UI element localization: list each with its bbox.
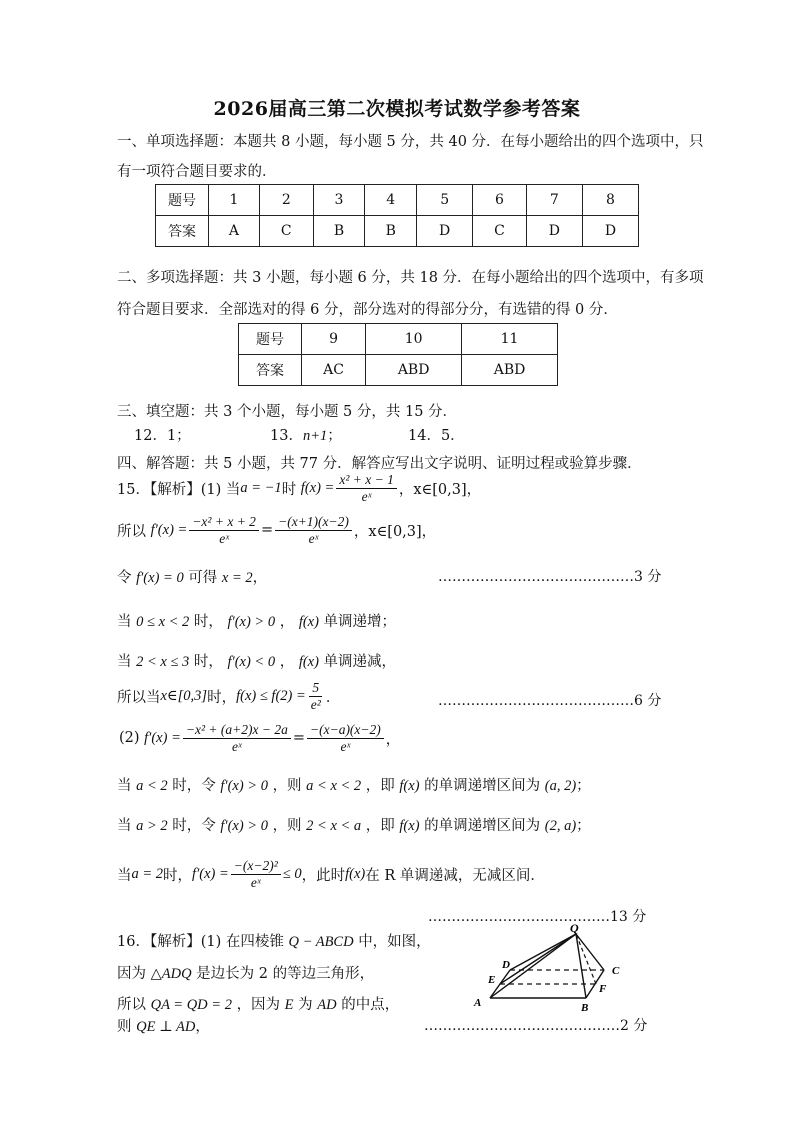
q15-f-label: f(x) = <box>300 479 335 496</box>
label-Q: Q <box>570 922 579 935</box>
answer-13-label: 13． <box>270 428 303 444</box>
table-cell: 1 <box>209 185 260 216</box>
table-row <box>239 355 558 386</box>
equals-sign: = <box>292 730 305 747</box>
table-answer-label: 答案 <box>239 355 302 386</box>
q16-line3 <box>117 993 399 1014</box>
text: ， <box>252 570 268 586</box>
q16-line1 <box>117 930 431 951</box>
fraction-numerator: −x² + x + 2 <box>189 514 259 531</box>
q15-line9 <box>117 814 591 835</box>
text: 可得 <box>188 570 218 586</box>
text: ，则 <box>272 818 302 834</box>
section1-answer-table <box>155 184 639 247</box>
table-cell: 3 <box>313 185 365 216</box>
table-cell: 8 <box>582 185 638 216</box>
page-title: 2026届高三第二次模拟考试数学参考答案 <box>213 98 581 120</box>
fraction-denominator: eˣ <box>361 488 372 504</box>
table-cell: B <box>313 216 365 247</box>
section2-intro-line1: 二、多项选择题：共 3 小题，每小题 6 分，共 18 分．在每小题给出的四个选项中，有多项 <box>117 270 704 286</box>
table-cell: A <box>209 216 260 247</box>
math: f(x) ≤ f(2) = <box>236 687 306 704</box>
math: a < x < 2 <box>306 778 362 794</box>
edge-QD <box>510 934 576 970</box>
score-13: …………………………………13 分 <box>428 909 647 925</box>
fraction-denominator: eˣ <box>340 738 351 754</box>
score-6: ……………………………………6 分 <box>438 693 662 709</box>
table-row <box>239 324 558 355</box>
math: f(x) <box>298 654 319 670</box>
table-cell: ABD <box>366 355 462 386</box>
answer-12: 12．1； <box>134 428 191 444</box>
label-A: A <box>474 997 482 1009</box>
q15-line10 <box>117 858 545 890</box>
table-row <box>156 216 639 247</box>
text: 16．【解析】(1) 在四棱锥 <box>117 934 284 950</box>
q15-f-fraction <box>336 472 397 504</box>
text: ， <box>195 1019 210 1035</box>
math: Q − ABCD <box>288 934 354 950</box>
math: a = 2 <box>131 865 164 882</box>
table-cell: D <box>417 216 473 247</box>
text: 因为 <box>117 966 146 982</box>
math: 2 < x ≤ 3 <box>136 654 190 670</box>
text: 时，令 <box>172 818 216 834</box>
math: x∈[0,3] <box>160 687 208 704</box>
math: f′(x) < 0 <box>227 654 276 670</box>
text: 所以 <box>117 997 146 1013</box>
fraction-numerator: x² + x − 1 <box>336 472 397 489</box>
text: ，则 <box>272 778 302 794</box>
text: ，即 <box>365 778 395 794</box>
q15-case3-fraction <box>231 858 281 890</box>
score-3: ……………………………………3 分 <box>438 569 662 585</box>
label-C: C <box>612 965 620 977</box>
text: 当 <box>117 654 132 670</box>
q15-domain-2: ，x∈[0,3]， <box>353 523 437 540</box>
fraction-denominator: eˣ <box>231 738 242 754</box>
label-B: B <box>581 1002 589 1014</box>
edge-QB <box>576 934 586 998</box>
table-cell: ABD <box>462 355 558 386</box>
section2-intro-line2: 符合题目要求．全部选对的得 6 分，部分选对的得部分分，有选错的得 0 分． <box>117 302 618 318</box>
text: ，此时 <box>301 867 346 884</box>
text: 单调递减， <box>323 654 397 670</box>
fraction-denominator: eˣ <box>308 530 319 546</box>
text: 令 <box>117 570 132 586</box>
math: f′(x) = <box>144 729 181 746</box>
text: 时， <box>163 867 193 884</box>
math: f′(x) > 0 <box>220 778 268 794</box>
text: 当 <box>117 778 132 794</box>
table-cell: D <box>582 216 638 247</box>
label-D: D <box>502 959 510 971</box>
q15-domain: ，x∈[0,3]， <box>398 481 482 498</box>
q15-derivative-fraction-1 <box>189 514 259 546</box>
math: f(x) <box>399 778 420 794</box>
q15-line4 <box>117 610 396 631</box>
table-cell: 7 <box>526 185 582 216</box>
text: ， <box>279 614 295 630</box>
text: 时， <box>207 689 237 706</box>
math: a < 2 <box>136 778 168 794</box>
math: x = 2 <box>221 570 253 586</box>
table-cell: C <box>259 216 313 247</box>
table-cell: 10 <box>366 324 462 355</box>
math: 2 < x < a <box>306 818 362 834</box>
math: f(x) <box>298 614 319 630</box>
table-cell: 11 <box>462 324 558 355</box>
text: 的单调递增区间为 <box>424 818 541 834</box>
edge-QE <box>500 934 576 984</box>
math: f(x) <box>345 865 366 882</box>
math: a > 2 <box>136 818 168 834</box>
text: 所以当 <box>117 689 161 706</box>
q15-part2-fraction-2 <box>307 722 384 754</box>
q15-derivative-fraction-2 <box>275 514 352 546</box>
table-cell: B <box>365 216 417 247</box>
text: ； <box>576 778 591 794</box>
answer-13-end: ； <box>327 428 342 444</box>
math: f′(x) = 0 <box>136 570 184 586</box>
section1-intro-line1: 一、单项选择题：本题共 8 小题，每小题 5 分，共 40 分．在每小题给出的四个选项中，只 <box>117 134 704 150</box>
table-cell: 9 <box>302 324 366 355</box>
text: 是边长为 2 的等边三角形， <box>196 966 375 982</box>
text: 当 <box>117 818 132 834</box>
q16-line4 <box>117 1015 210 1036</box>
q15-line7 <box>119 722 400 754</box>
text: ，因为 <box>236 997 281 1013</box>
q15-derivative-label: f′(x) = <box>150 521 188 538</box>
text: 的中点， <box>341 997 400 1013</box>
table-answer-label: 答案 <box>156 216 209 247</box>
text: 的单调递增区间为 <box>424 778 541 794</box>
q15-so-label: 所以 <box>117 523 146 540</box>
fraction-denominator: eˣ <box>219 530 230 546</box>
table-cell: 6 <box>473 185 527 216</box>
equals-sign: = <box>260 522 274 539</box>
text: ； <box>576 818 591 834</box>
table-row <box>156 185 639 216</box>
table-cell: D <box>526 216 582 247</box>
section4-intro: 四、解答题：共 5 小题，共 77 分．解答应写出文字说明、证明过程或验算步骤． <box>117 456 642 472</box>
answer-13 <box>270 424 342 445</box>
text: 单调递增； <box>323 614 397 630</box>
math: ≤ 0 <box>282 865 302 882</box>
math: f′(x) > 0 <box>227 614 276 630</box>
q15-when: 时 <box>281 481 297 498</box>
edge-QF <box>576 934 596 984</box>
q15-line5 <box>117 650 396 671</box>
q16-line2 <box>117 962 374 983</box>
answer-13-value: n+1 <box>302 428 328 444</box>
text: ． <box>325 689 341 706</box>
q15-header: 15．【解析】(1) 当 <box>117 481 241 498</box>
table-cell: AC <box>302 355 366 386</box>
math: QE ⊥ AD <box>136 1019 196 1035</box>
math: f′(x) > 0 <box>220 818 268 834</box>
text: (2) <box>119 730 140 747</box>
section2-answer-table <box>238 323 558 386</box>
text: 时， <box>193 654 223 670</box>
fraction-numerator: −(x−a)(x−2) <box>307 722 384 739</box>
q15-condition: a = −1 <box>240 479 282 496</box>
text: 时，令 <box>172 778 216 794</box>
section1-intro-line2: 有一项符合题目要求的． <box>117 164 277 180</box>
table-header-label: 题号 <box>156 185 209 216</box>
q15-line2 <box>117 514 436 546</box>
section3-intro: 三、填空题：共 3 个小题，每小题 5 分，共 15 分． <box>117 404 458 420</box>
math: AD <box>317 997 337 1013</box>
q15-line6 <box>117 680 340 712</box>
fraction-numerator: 5 <box>309 680 322 697</box>
score-2: ……………………………………2 分 <box>424 1018 648 1034</box>
text: ，即 <box>365 818 395 834</box>
fraction-numerator: −(x+1)(x−2) <box>275 514 352 531</box>
q15-line1 <box>117 472 481 504</box>
text: ， <box>279 654 295 670</box>
text: 则 <box>117 1019 132 1035</box>
table-cell: 5 <box>417 185 473 216</box>
fraction-denominator: e² <box>310 696 321 712</box>
math: E <box>284 997 294 1013</box>
text: 当 <box>117 614 132 630</box>
table-cell: 2 <box>259 185 313 216</box>
text: 时， <box>193 614 223 630</box>
text: 当 <box>117 867 132 884</box>
q15-part2-fraction-1 <box>183 722 291 754</box>
table-cell: 4 <box>365 185 417 216</box>
math: (2, a) <box>544 818 577 834</box>
math: QA = QD = 2 <box>150 997 232 1013</box>
math: f′(x) = <box>192 865 229 882</box>
fraction-numerator: −(x−2)² <box>231 858 281 875</box>
answer-14: 14．5． <box>408 428 465 444</box>
text: 中，如图， <box>358 934 431 950</box>
table-header-label: 题号 <box>239 324 302 355</box>
math: △ADQ <box>150 966 192 982</box>
math: f(x) <box>399 818 420 834</box>
text: ， <box>385 731 401 748</box>
text: 为 <box>298 997 313 1013</box>
q15-line3 <box>117 566 267 587</box>
math: 0 ≤ x < 2 <box>136 614 190 630</box>
q15-line8 <box>117 774 591 795</box>
fraction-denominator: eˣ <box>250 874 261 890</box>
fraction-numerator: −x² + (a+2)x − 2a <box>183 722 291 739</box>
q15-max-fraction <box>308 680 324 712</box>
math: (a, 2) <box>544 778 577 794</box>
text: 在 R 单调递减，无减区间． <box>365 867 545 884</box>
pyramid-figure <box>466 922 636 1014</box>
label-F: F <box>599 983 607 995</box>
label-E: E <box>488 974 496 986</box>
table-cell: C <box>473 216 527 247</box>
